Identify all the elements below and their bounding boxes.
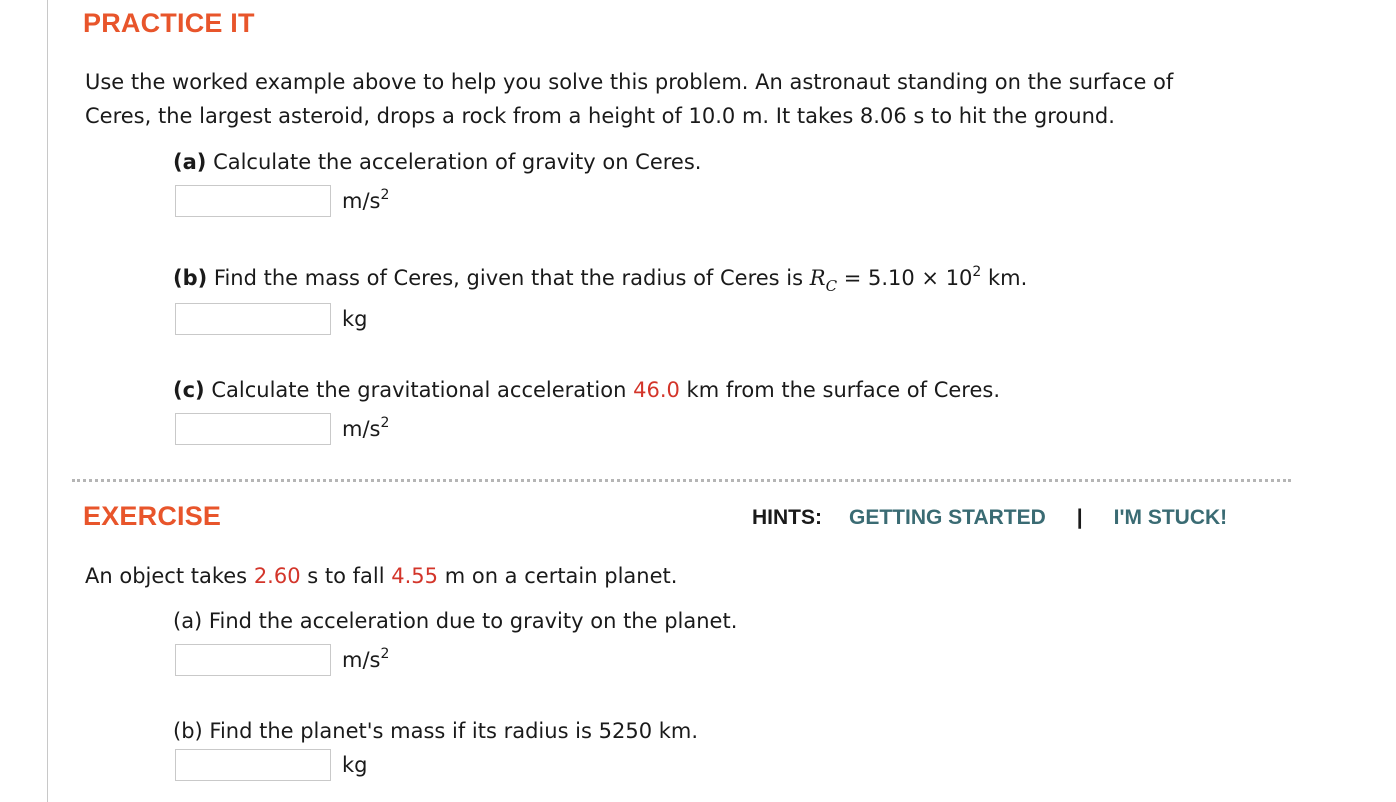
exercise-intro-before: An object takes bbox=[85, 564, 248, 588]
exercise-heading: EXERCISE bbox=[83, 501, 222, 531]
exercise-part-a-answer-row bbox=[175, 642, 389, 678]
exercise-part-b-question: (b) Find the planet's mass if its radius is 5250 km. bbox=[173, 719, 699, 743]
exercise-part-a-question: (a) Find the acceleration due to gravity on the planet. bbox=[173, 609, 738, 633]
practice-part-b-answer-row bbox=[175, 301, 368, 337]
unit-exponent: 2 bbox=[380, 646, 390, 662]
practice-part-b-input[interactable] bbox=[175, 303, 331, 335]
practice-part-c-unit bbox=[342, 417, 389, 441]
practice-part-a-unit bbox=[342, 189, 389, 213]
part-b-label: (b) bbox=[173, 266, 208, 290]
part-c-text-before: Calculate the gravitational acceleration bbox=[211, 378, 627, 402]
section-divider bbox=[72, 479, 1291, 482]
practice-part-c-input[interactable] bbox=[175, 413, 331, 445]
part-c-distance-value: 46.0 bbox=[633, 378, 680, 402]
practice-part-a-question bbox=[173, 147, 701, 177]
practice-intro-line-1: Use the worked example above to help you solve this problem. An astronaut standing on the surface of bbox=[85, 70, 1174, 94]
radius-symbol: R bbox=[809, 266, 826, 290]
hints-label: HINTS: bbox=[752, 506, 822, 529]
part-c-label: (c) bbox=[173, 378, 205, 402]
hint-getting-started-link[interactable]: GETTING STARTED bbox=[849, 506, 1046, 529]
part-b-text: Find the mass of Ceres, given that the radius of Ceres is bbox=[213, 266, 804, 290]
radius-subscript: C bbox=[825, 277, 838, 295]
radius-exponent: 2 bbox=[972, 264, 982, 280]
unit-base: m/s bbox=[342, 648, 381, 672]
exercise-part-a-input[interactable] bbox=[175, 644, 331, 676]
practice-heading: PRACTICE IT bbox=[83, 8, 255, 38]
exercise-part-b-input[interactable] bbox=[175, 749, 331, 781]
practice-part-b-question bbox=[173, 263, 1027, 293]
practice-part-c-question bbox=[173, 375, 1000, 405]
unit-exponent: 2 bbox=[380, 187, 390, 203]
exercise-part-b-unit: kg bbox=[342, 753, 368, 777]
part-c-text-after: km from the surface of Ceres. bbox=[686, 378, 1001, 402]
unit-exponent: 2 bbox=[380, 415, 390, 431]
hint-separator: | bbox=[1076, 506, 1083, 529]
hint-im-stuck-link[interactable]: I'M STUCK! bbox=[1113, 506, 1228, 529]
exercise-intro-mid: s to fall bbox=[307, 564, 385, 588]
exercise-time-value: 2.60 bbox=[253, 564, 301, 588]
practice-intro bbox=[85, 65, 1285, 133]
unit-base: m/s bbox=[342, 189, 381, 213]
left-border-rule bbox=[47, 0, 48, 802]
practice-intro-line-2: Ceres, the largest asteroid, drops a rock from a height of 10.0 m. It takes 8.06 s to hit the ground. bbox=[85, 104, 1115, 128]
practice-part-a-input[interactable] bbox=[175, 185, 331, 217]
radius-equation: = 5.10 × 10 bbox=[837, 266, 973, 290]
practice-part-a-answer-row bbox=[175, 183, 389, 219]
practice-part-c-answer-row bbox=[175, 411, 389, 447]
exercise-intro bbox=[85, 561, 677, 591]
part-a-label: (a) bbox=[173, 150, 207, 174]
radius-unit: km. bbox=[981, 266, 1028, 290]
exercise-intro-after: m on a certain planet. bbox=[444, 564, 678, 588]
exercise-distance-value: 4.55 bbox=[391, 564, 439, 588]
unit-base: m/s bbox=[342, 417, 381, 441]
part-a-text: Calculate the acceleration of gravity on Ceres. bbox=[213, 150, 702, 174]
hints-bar bbox=[752, 506, 1227, 530]
practice-part-b-unit: kg bbox=[342, 307, 368, 331]
exercise-part-b-answer-row bbox=[175, 747, 368, 783]
exercise-part-a-unit bbox=[342, 648, 389, 672]
